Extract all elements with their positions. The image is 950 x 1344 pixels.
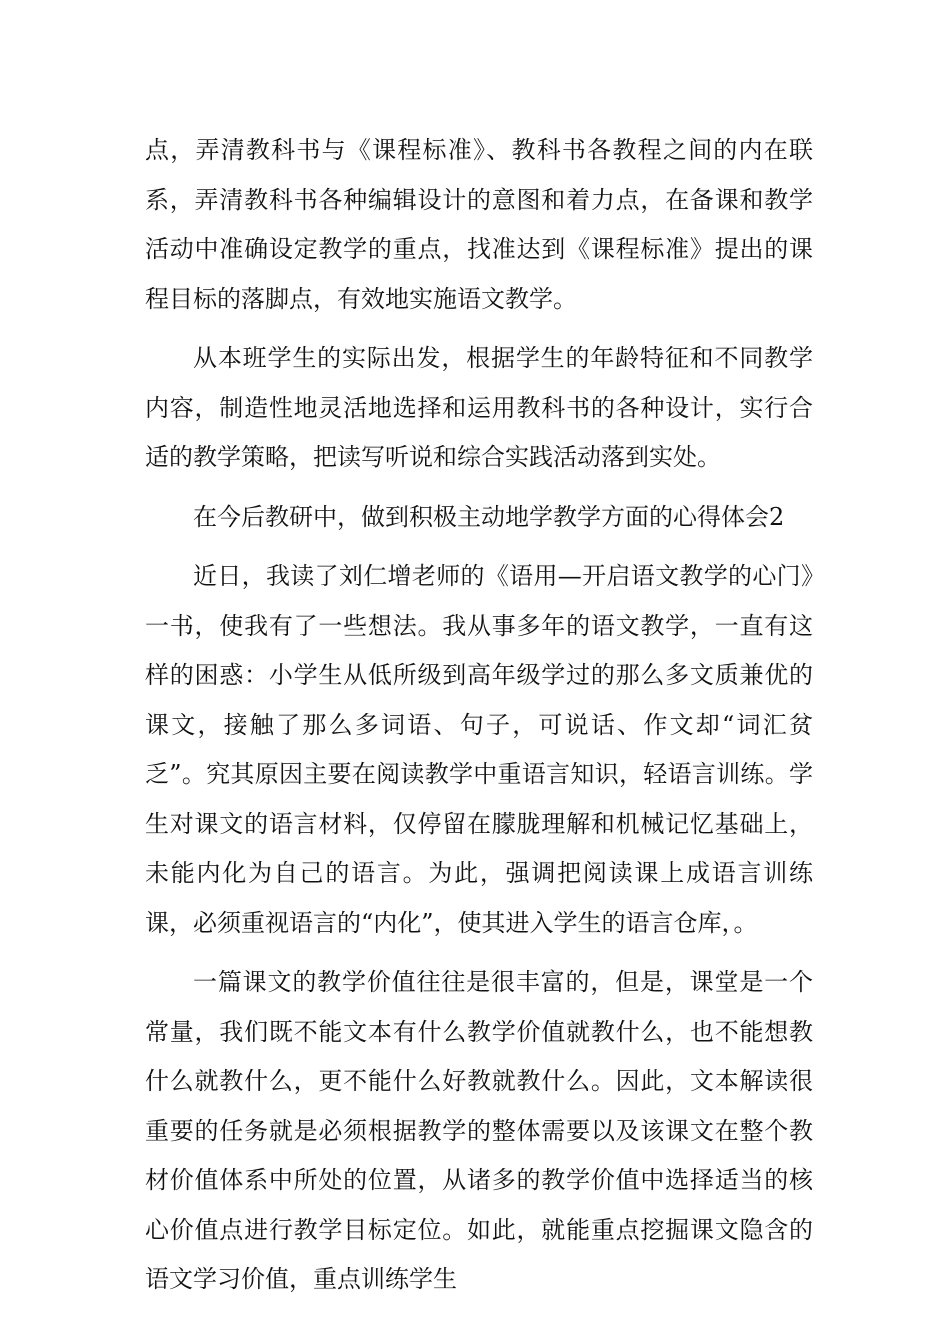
paragraph-heading-2: 在今后教研中，做到积极主动地学教学方面的心得体会2 — [193, 502, 785, 531]
paragraph-continuation: 点，弄清教科书与《课程标准》、教科书各教程之间的内在联系，弄清教科书各种编辑设计的意图和着力点，在备课和教学活动中准确设定教学的重点，找准达到《课程标准》提出的课程目标的落脚点，有效地实施语文教学。 — [145, 136, 813, 313]
document-body — [145, 126, 813, 1305]
paragraph-teaching-value: 一篇课文的教学价值往往是很丰富的，但是，课堂是一个常量，我们既不能文本有什么教学价值就教什么，也不能想教什么就教什么，更不能什么好教就教什么。因此，文本解读很重要的任务就是必须根据教学的整体需要以及该课文在整个教材价值体系中所处的位置，从诸多的教学价值中选择适当的核心价值点进行教学目标定位。如此，就能重点挖掘课文隐含的语文学习价值，重点训练学生 — [145, 968, 813, 1293]
paragraph-class-practice: 从本班学生的实际出发，根据学生的年龄特征和不同教学内容，制造性地灵活地选择和运用教科书的各种设计，实行合适的教学策略，把读写听说和综合实践活动落到实处。 — [145, 344, 813, 471]
paragraph-reading-reflection: 近日，我读了刘仁增老师的《语用—开启语文教学的心门》一书，使我有了一些想法。我从事多年的语文教学，一直有这样的困惑：小学生从低所级到高年级学过的那么多文质兼优的课文，接触了那么多词语、句子，可说话、作文却“词汇贫乏”。究其原因主要在阅读教学中重语言知识，轻语言训练。学生对课文的语言材料，仅停留在朦胧理解和机械记忆基础上，未能内化为自己的语言。为此，强调把阅读课上成语言训练课，必须重视语言的“内化”，使其进入学生的语言仓库，。 — [145, 562, 813, 937]
